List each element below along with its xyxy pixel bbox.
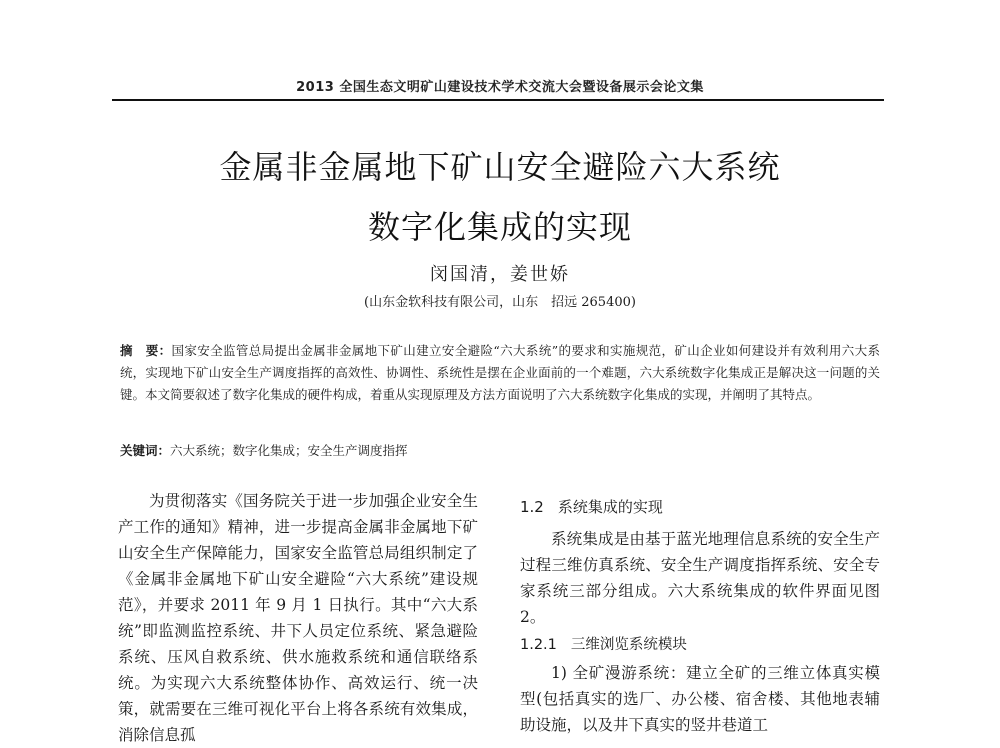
keywords-label: 关键词：	[120, 443, 171, 458]
body-column-right	[520, 488, 880, 738]
header-rule	[112, 99, 884, 101]
paper-title-line-2: 数字化集成的实现	[367, 208, 632, 246]
subsection-title: 三维浏览系统模块	[570, 637, 687, 653]
keywords-text: 六大系统；数字化集成；安全生产调度指挥	[170, 443, 408, 458]
running-header: 2013 全国生态文明矿山建设技术学术交流大会暨设备展示会论文集	[296, 80, 704, 95]
body-column-left	[118, 488, 478, 748]
authors: 闵国清，姜世娇	[430, 264, 570, 285]
section-paragraph: 系统集成是由基于蓝光地理信息系统的安全生产过程三维仿真系统、安全生产调度指挥系统、安全专家系统三部分组成。六大系统集成的软件界面见图 2。	[520, 530, 880, 626]
abstract	[120, 340, 880, 406]
keywords	[120, 440, 880, 462]
section-number: 1.2	[520, 498, 544, 516]
intro-paragraph: 为贯彻落实《国务院关于进一步加强企业安全生产工作的通知》精神，进一步提高金属非金属地下矿山安全生产保障能力，国家安全监管总局组织制定了《金属非金属地下矿山安全避险“六大系统”建设规范》，并要求 2011 年 9 月 1 日执行。其中“六大系统”即监测监控系统、井下人员定位系统、紧急避险系统、压风自救系统、供水施救系统和通信联络系统。为实现六大系统整体协作、高效运行、统一决策，就需要在三维可视化平台上将各系统有效集成，消除信息孤	[118, 492, 478, 744]
paper-title-line-1: 金属非金属地下矿山安全避险六大系统	[219, 148, 781, 186]
subsection-number: 1.2.1	[520, 637, 557, 653]
abstract-text: 国家安全监管总局提出金属非金属地下矿山建立安全避险“六大系统”的要求和实施规范，矿山企业如何建设并有效利用六大系统，实现地下矿山安全生产调度指挥的高效性、协调性、系统性是摆在企业面前的一个难题，六大系统数字化集成正是解决这一问题的关键。本文简要叙述了数字化集成的硬件构成，着重从实现原理及方法方面说明了六大系统数字化集成的实现，并阐明了其特点。	[120, 343, 880, 402]
subsection-heading	[520, 632, 880, 658]
item-paragraph: 1) 全矿漫游系统：建立全矿的三维立体真实模型(包括真实的选厂、办公楼、宿舍楼、其他地表辅助设施，以及井下真实的竖井巷道工	[520, 664, 880, 734]
section-title: 系统集成的实现	[557, 498, 663, 516]
section-heading	[520, 494, 880, 520]
affiliation: (山东金软科技有限公司，山东 招远 265400)	[364, 295, 636, 310]
abstract-label: 摘 要：	[120, 343, 172, 358]
